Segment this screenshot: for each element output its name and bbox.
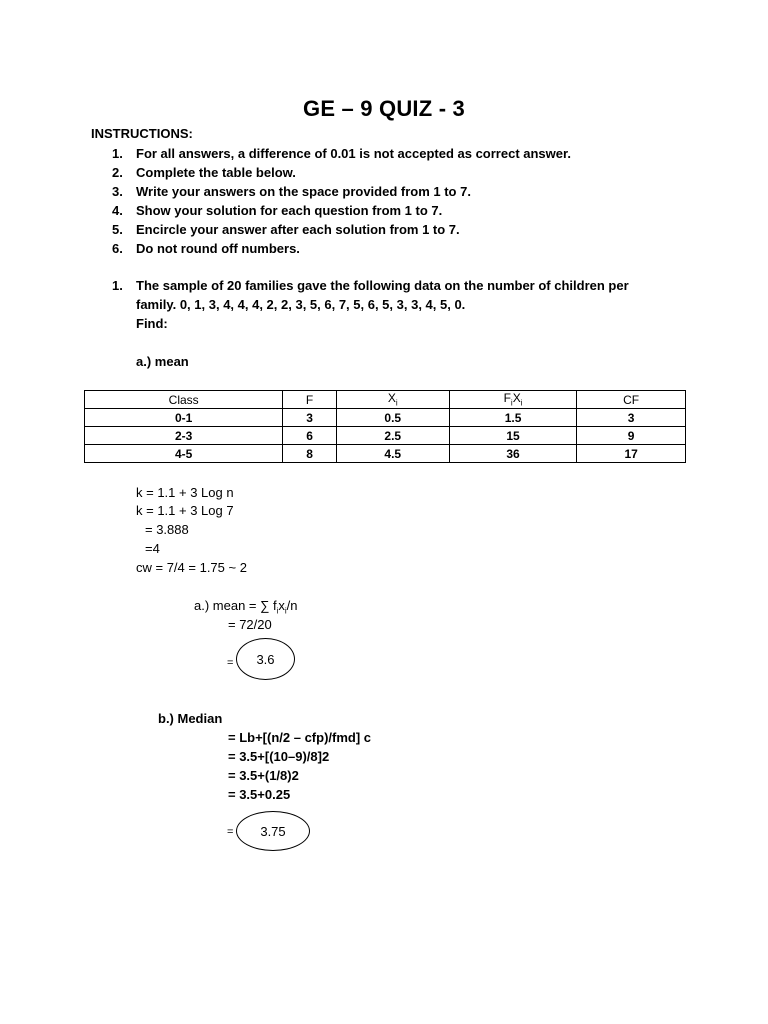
median-label: b.) Median [158, 711, 223, 726]
instruction-text: For all answers, a difference of 0.01 is not accepted as correct answer. [136, 146, 571, 161]
header-fixi-x-sub: i [520, 398, 523, 408]
instruction-number: 3. [112, 184, 123, 199]
median-formula: = Lb+[(n/2 – cfp)/fmd] c [228, 730, 372, 745]
cell-xi: 2.5 [336, 427, 449, 445]
instructions-label: INSTRUCTIONS: [91, 126, 193, 141]
question-part-a: a.) mean [136, 354, 189, 369]
question-number: 1. [112, 278, 123, 293]
mean-formula-sub1: i [276, 606, 279, 616]
header-xi-sub: i [395, 398, 398, 408]
instruction-text: Encircle your answer after each solution from 1 to 7. [136, 222, 460, 237]
mean-answer-circle [236, 638, 295, 680]
instruction-text: Write your answers on the space provided from 1 to 7. [136, 184, 471, 199]
cell-fixi: 15 [449, 427, 576, 445]
mean-formula-tail: /n [286, 598, 298, 613]
instruction-number: 2. [112, 165, 123, 180]
mean-answer: 3.6 [256, 651, 275, 667]
frequency-table [84, 390, 686, 463]
cell-f: 3 [283, 409, 336, 427]
cell-xi: 4.5 [336, 445, 449, 463]
cell-f: 8 [283, 445, 336, 463]
median-equals: = [227, 826, 234, 838]
mean-step: = 72/20 [228, 617, 272, 632]
question-text-line3: Find: [136, 316, 168, 331]
median-step: = 3.5+(1/8)2 [228, 768, 299, 783]
header-fixi [449, 391, 576, 409]
question-text-line2: family. 0, 1, 3, 4, 4, 4, 2, 2, 3, 5, 6, 7, 5, 6, 5, 3, 3, 4, 5, 0. [136, 297, 466, 312]
instruction-number: 4. [112, 203, 123, 218]
cell-cf: 9 [577, 427, 686, 445]
work-k-rounded: =4 [145, 541, 160, 556]
work-k-substitution: k = 1.1 + 3 Log 7 [136, 503, 234, 518]
instruction-number: 6. [112, 241, 123, 256]
header-f: F [283, 391, 336, 409]
work-k-result: = 3.888 [145, 522, 189, 537]
cell-cf: 3 [577, 409, 686, 427]
cell-class: 0-1 [85, 409, 283, 427]
instruction-number: 5. [112, 222, 123, 237]
instruction-text: Show your solution for each question from 1 to 7. [136, 203, 443, 218]
cell-class: 4-5 [85, 445, 283, 463]
mean-formula-x: x [278, 598, 285, 613]
median-answer-circle [236, 811, 310, 851]
table-row [85, 409, 686, 427]
work-k-formula: k = 1.1 + 3 Log n [136, 485, 234, 500]
table-row [85, 445, 686, 463]
cell-cf: 17 [577, 445, 686, 463]
instruction-text: Do not round off numbers. [136, 241, 300, 256]
header-class: Class [85, 391, 283, 409]
table-row [85, 427, 686, 445]
mean-formula-sub2: i [284, 606, 287, 616]
header-fixi-f-sub: i [510, 398, 513, 408]
page-title: GE – 9 QUIZ - 3 [303, 96, 465, 121]
mean-equals: = [227, 657, 234, 669]
table-header-row [85, 391, 686, 409]
cell-fixi: 1.5 [449, 409, 576, 427]
header-fixi-f: F [503, 391, 511, 406]
header-xi [336, 391, 449, 409]
question-text-line1: The sample of 20 families gave the following data on the number of children per [136, 278, 629, 293]
median-step: = 3.5+0.25 [228, 787, 291, 802]
instruction-text: Complete the table below. [136, 165, 296, 180]
instruction-number: 1. [112, 146, 123, 161]
cell-class: 2-3 [85, 427, 283, 445]
work-class-width: cw = 7/4 = 1.75 ~ 2 [136, 560, 247, 575]
header-fixi-x: X [512, 391, 521, 406]
cell-xi: 0.5 [336, 409, 449, 427]
cell-f: 6 [283, 427, 336, 445]
header-xi-main: X [387, 391, 396, 406]
median-step: = 3.5+[(10–9)/8]2 [228, 749, 330, 764]
header-cf: CF [577, 391, 686, 409]
mean-formula-head: a.) mean = ∑ f [194, 598, 277, 613]
median-answer: 3.75 [260, 823, 286, 839]
cell-fixi: 36 [449, 445, 576, 463]
